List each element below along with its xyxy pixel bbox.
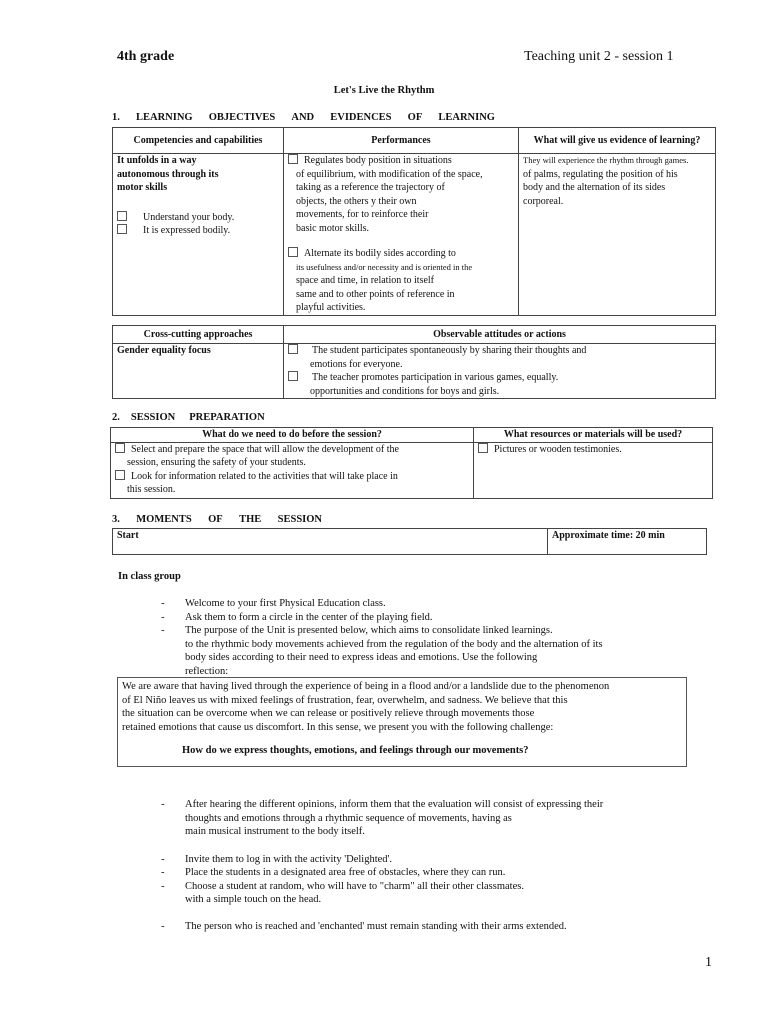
- checkbox-icon: [115, 443, 125, 453]
- reflection-line: We are aware that having lived through the experience of being in a flood and/or a landslide due to the phenomenon: [122, 681, 610, 692]
- checkbox-icon: [117, 211, 127, 221]
- checkbox-icon: [478, 443, 488, 453]
- list-item: - After hearing the different opinions, inform them that the evaluation will consist of expressing their thoughts and emotions through a rhythmic sequence of movements, having as main musical instrument to the body itself.: [161, 798, 651, 839]
- intro-list: [161, 597, 651, 678]
- col-performances: Performances: [284, 128, 519, 154]
- checkbox-icon: [288, 247, 298, 257]
- actions-cell: The student participates spontaneously by sharing their thoughts and emotions for everyone. The teacher promotes participation in various games, equally. opportunities and conditions for boys and girls.: [284, 344, 716, 399]
- checkbox-icon: [288, 154, 298, 164]
- challenge-question: How do we express thoughts, emotions, and feelings through our movements?: [182, 745, 529, 756]
- objectives-table: [112, 127, 716, 316]
- capability-item: Understand your body.: [117, 211, 279, 225]
- resources-cell: Pictures or wooden testimonies.: [474, 442, 713, 498]
- competency-line: motor skills: [117, 182, 168, 193]
- heading-word: AND: [291, 112, 315, 123]
- col-evidence: What will give us evidence of learning?: [519, 128, 716, 154]
- evidence-cell: [519, 154, 716, 316]
- performance-2: Alternate its bodily sides according to its usefulness and/or necessity and is oriented in the space and time, in relation to itself same and to other points of reference in playful activities.: [288, 247, 514, 315]
- grade-label: 4th grade: [117, 49, 175, 64]
- list-item: - The person who is reached and 'enchanted' must remain standing with their arms extended.: [161, 920, 651, 934]
- col-attitudes: Observable attitudes or actions: [284, 326, 716, 344]
- checkbox-icon: [288, 344, 298, 354]
- checkbox-icon: [115, 470, 125, 480]
- competency-line: autonomous through its: [117, 168, 219, 180]
- performance-1: Regulates body position in situations of equilibrium, with modification of the space, taking as a reference the trajectory of objects, the others y their own movements, for to reinforce their basic motor skills.: [288, 154, 514, 235]
- moments-table: [112, 528, 707, 555]
- reflection-box: [117, 677, 687, 767]
- list-item: - The purpose of the Unit is presented below, which aims to consolidate linked learnings.: [161, 624, 651, 638]
- time-cell: Approximate time: 20 min: [548, 529, 707, 555]
- col-competencies: Competencies and capabilities: [113, 128, 284, 154]
- checkbox-icon: [117, 224, 127, 234]
- group-label: In class group: [118, 571, 181, 582]
- heading-word: EVIDENCES: [330, 112, 392, 123]
- evidence-line: corporeal.: [523, 195, 564, 207]
- before-cell: Select and prepare the space that will allow the development of the session, ensuring the safety of your students. Look for information related to the activities that will take place in this session.: [111, 442, 474, 498]
- list-item: - Place the students in a designated area free of obstacles, where they can run.: [161, 866, 651, 880]
- crosscutting-table: [112, 325, 716, 399]
- start-cell: Start: [113, 529, 548, 555]
- capability-item: It is expressed bodily.: [117, 224, 279, 238]
- evidence-line: body and the alternation of its sides: [523, 182, 666, 193]
- section-number: 1.: [112, 112, 120, 123]
- reflection-line: the situation can be overcome when we can release or positively relieve through movements those: [122, 708, 535, 719]
- evidence-line: They will experience the rhythm through games.: [523, 155, 689, 165]
- document-title: Let's Live the Rhythm: [333, 85, 435, 96]
- col-resources: What resources or materials will be used?: [474, 428, 713, 443]
- section1-heading: [112, 111, 495, 125]
- heading-word: OBJECTIVES: [208, 112, 276, 123]
- competency-line: It unfolds in a way: [117, 155, 197, 166]
- competency-cell: [113, 154, 284, 316]
- col-before: What do we need to do before the session?: [111, 428, 474, 443]
- preparation-table: [110, 427, 713, 499]
- heading-word: OF: [407, 112, 423, 123]
- col-approaches: Cross-cutting approaches: [113, 326, 284, 344]
- activity-list: [161, 798, 651, 933]
- section3-heading: 3. MOMENTS OF THE SESSION: [112, 514, 322, 525]
- list-item: - Choose a student at random, who will have to "charm" all their other classmates. with a simple touch on the head.: [161, 880, 651, 907]
- reflection-line: of El Niño leaves us with mixed feelings of frustration, fear, overwhelm, and sadness. We believe that this: [122, 694, 568, 706]
- list-item: - Invite them to log in with the activity 'Delighted'.: [161, 853, 651, 867]
- page-number: 1: [705, 955, 712, 970]
- performance-cell: [284, 154, 519, 316]
- section2-heading: 2. SESSION PREPARATION: [112, 412, 265, 423]
- evidence-line: of palms, regulating the position of his: [523, 168, 678, 180]
- unit-label: Teaching unit 2 - session 1: [524, 49, 674, 64]
- list-item: - Welcome to your first Physical Education class.: [161, 597, 651, 611]
- list-item: - Ask them to form a circle in the center of the playing field.: [161, 611, 651, 625]
- heading-word: LEARNING: [438, 112, 495, 123]
- reflection-line: retained emotions that cause us discomfort. In this sense, we present you with the following challenge:: [122, 721, 554, 733]
- checkbox-icon: [288, 371, 298, 381]
- heading-word: LEARNING: [136, 112, 193, 123]
- list-continuation: to the rhythmic body movements achieved from the regulation of the body and the alternation of its body sides according to their need to express ideas and emotions. Use the following reflection:: [185, 638, 603, 677]
- approach-cell: Gender equality focus: [113, 344, 284, 399]
